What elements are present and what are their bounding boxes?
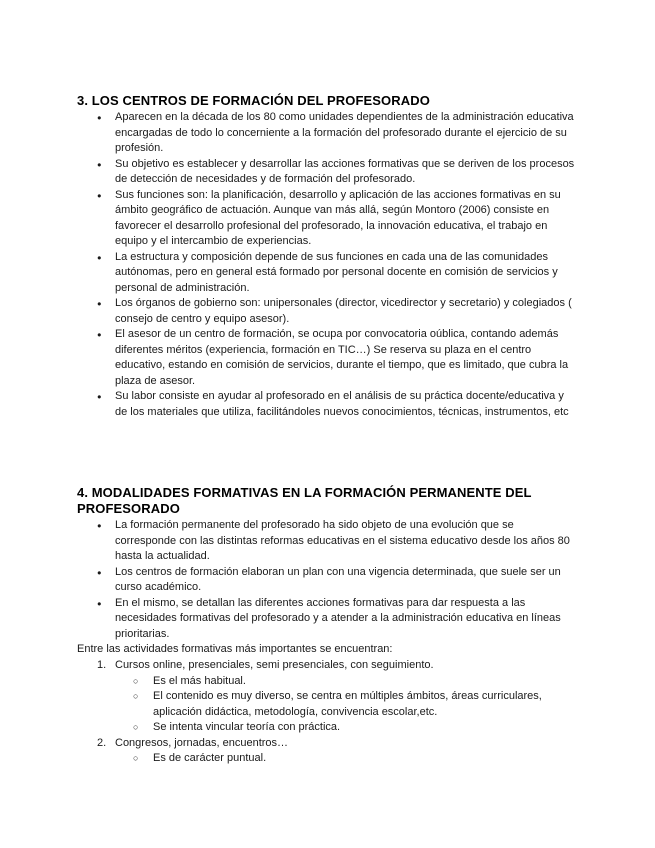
activity-details [115,674,577,736]
activity-item [77,658,577,736]
section-4-heading: 4. MODALIDADES FORMATIVAS EN LA FORMACIÓN PERMANENTE DEL PROFESORADO [77,485,532,516]
list-item: ● Su labor consiste en ayudar al profesorado en el análisis de su práctica docente/educativa y de los materiales que utiliza, facilitándoles nuevos conocimientos, técnicas, instrumentos, etc [77,389,577,420]
list-item: ● El asesor de un centro de formación, se ocupa por convocatoria oública, contando además diferentes méritos (experiencia, formación en TIC…) Se reserva su plaza en el centro educativo, estando en comisión de servicios, durante el tiempo, que es limitado, que cubra la plaza de asesor. [77,327,577,389]
section-4-bullet-list [77,518,577,642]
activity-label: Cursos online, presenciales, semi presenciales, con seguimiento. [115,659,434,671]
detail-item: ○ Es de carácter puntual. [77,751,577,767]
list-item: ● Su objetivo es establecer y desarrollar las acciones formativas que se deriven de los procesos de detección de necesidades y de formación del profesorado. [77,157,577,188]
activity-item [77,736,577,767]
list-item: ● La estructura y composición depende de sus funciones en cada una de las comunidades autónomas, pero en general está formado por personal docente en comisión de servicios y personal de administración. [77,250,577,297]
detail-item: ○ El contenido es muy diverso, se centra en múltiples ámbitos, áreas curriculares, aplicación didáctica, metodología, convivencia escolar,etc. [77,689,577,720]
list-item: ● Aparecen en la década de los 80 como unidades dependientes de la administración educativa encargadas de todo lo concerniente a la formación del profesorado durante el ejercicio de su profesión. [77,110,577,157]
detail-item: ○ Es el más habitual. [77,674,577,690]
activity-details [115,751,577,767]
detail-item: ○ Se intenta vincular teoría con práctica. [77,720,577,736]
activity-label: Congresos, jornadas, encuentros… [115,736,289,749]
section-3-bullet-list [77,110,577,420]
list-item: ● En el mismo, se detallan las diferentes acciones formativas para dar respuesta a las necesidades formativas del profesorado y a atender a la administración educativa en líneas prioritarias. [77,596,577,643]
activities-intro: Entre las actividades formativas más importantes se encuentran: [77,643,393,655]
activity-number: 1. [97,659,107,671]
list-item: ● Los centros de formación elaboran un plan con una vigencia determinada, que suele ser un curso académico. [77,565,577,596]
list-item: ● Sus funciones son: la planificación, desarrollo y aplicación de las acciones formativas en su ámbito geográfico de actuación. Aunque van más allá, según Montoro (2006) consiste en favorecer el desarrollo profesional del profesorado, la innovación educativa, el trabajo en equipo y el intercambio de experiencias. [77,188,577,250]
activity-number: 2. [97,736,107,749]
list-item: ● La formación permanente del profesorado ha sido objeto de una evolución que se corresponde con las distintas reformas educativas en el sistema educativo desde los años 80 hasta la actualidad. [77,518,577,565]
list-item: ● Los órganos de gobierno son: unipersonales (director, vicedirector y secretario) y colegiados ( consejo de centro y equipo asesor). [77,296,577,327]
activities-numbered-list [77,658,577,767]
section-3-heading: 3. LOS CENTROS DE FORMACIÓN DEL PROFESORADO [77,93,430,108]
